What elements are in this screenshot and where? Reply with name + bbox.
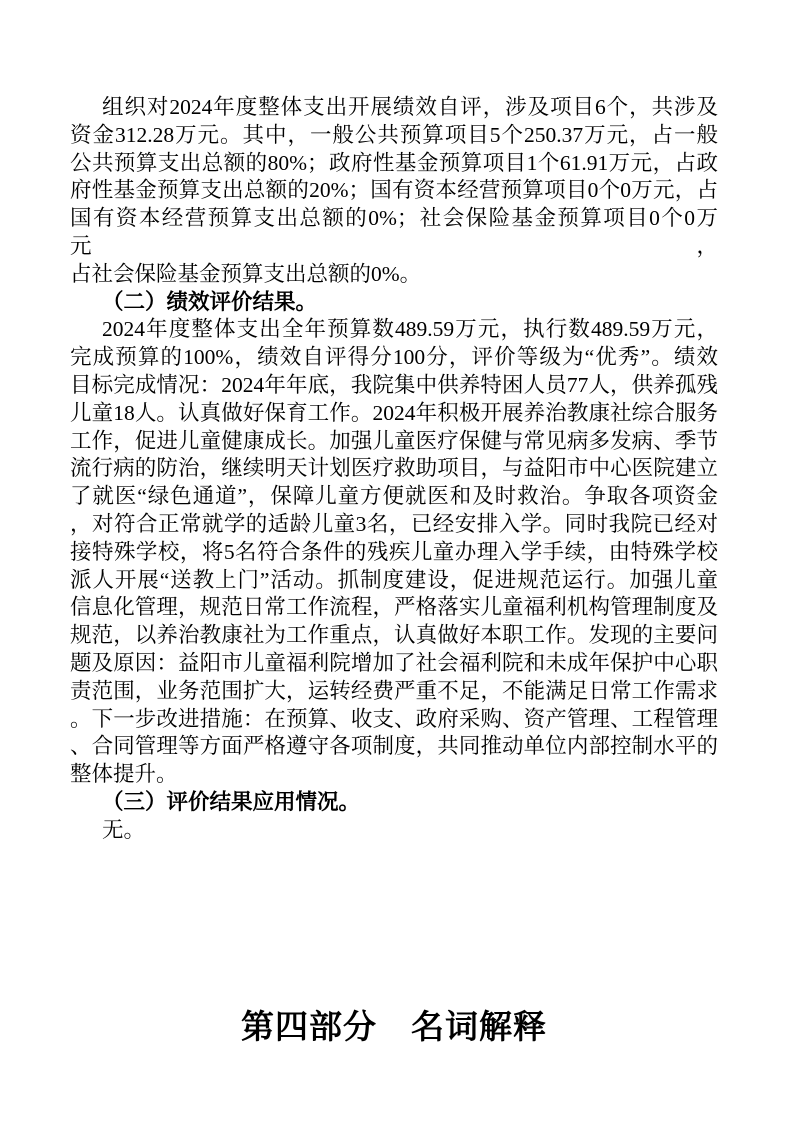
paragraph-self-evaluation-overview [70, 94, 718, 289]
text-line: 资金312.28万元。其中，一般公共预算项目5个250.37万元，占一般 [70, 122, 718, 147]
text-line: 题及原因：益阳市儿童福利院增加了社会福利院和未成年保护中心职 [70, 650, 718, 675]
text-line: 规范，以养治教康社为工作重点，认真做好本职工作。发现的主要问 [70, 623, 718, 648]
text-line: 完成预算的100%，绩效自评得分100分，评价等级为“优秀”。绩效 [70, 345, 718, 370]
heading-section-2-performance-results: （二）绩效评价结果。 [102, 289, 318, 314]
text-line: 府性基金预算支出总额的20%；国有资本经营预算项目0个0万元，占 [70, 178, 718, 203]
text-line: 。下一步改进措施：在预算、收支、政府采购、资产管理、工程管理 [70, 706, 718, 731]
text-line: 组织对2024年度整体支出开展绩效自评，涉及项目6个，共涉及 [102, 95, 718, 119]
text-line: 工作，促进儿童健康成长。加强儿童医疗保健与常见病多发病、季节 [70, 428, 718, 453]
text-line: 国有资本经营预算支出总额的0%；社会保险基金预算项目0个0万元， [70, 206, 718, 258]
text-line: 信息化管理，规范日常工作流程，严格落实儿童福利机构管理制度及 [70, 595, 718, 620]
text-line: 、合同管理等方面严格遵守各项制度，共同推动单位内部控制水平的 [70, 734, 718, 759]
heading-section-3-result-application: （三）评价结果应用情况。 [102, 789, 361, 814]
text-line: 2024年度整体支出全年预算数489.59万元，执行数489.59万元， [102, 317, 718, 342]
document-body [70, 94, 718, 1050]
paragraph-performance-evaluation-detail [70, 316, 718, 789]
paragraph-none [70, 817, 718, 845]
text-line: 责范围，业务范围扩大，运转经费严重不足，不能满足日常工作需求 [70, 678, 718, 703]
text-line: 派人开展“送教上门”活动。抓制度建设，促进规范运行。加强儿童 [70, 567, 718, 592]
text-line: 接特殊学校，将5名符合条件的残疾儿童办理入学手续，由特殊学校 [70, 539, 718, 564]
text-line: 无。 [102, 817, 146, 842]
text-line: 公共预算支出总额的80%；政府性基金预算项目1个61.91万元，占政 [70, 150, 718, 175]
text-line: 了就医“绿色通道”，保障儿童方便就医和及时救治。争取各项资金 [70, 484, 718, 509]
text-line: 流行病的防治，继续明天计划医疗救助项目，与益阳市中心医院建立 [70, 456, 718, 481]
text-line: 目标完成情况：2024年年底，我院集中供养特困人员77人，供养孤残 [70, 372, 718, 397]
text-line: ，对符合正常就学的适龄儿童3名，已经安排入学。同时我院已经对 [70, 511, 718, 536]
text-line: 儿童18人。认真做好保育工作。2024年积极开展养治教康社综合服务 [70, 400, 718, 425]
text-line: 占社会保险基金预算支出总额的0%。 [70, 261, 422, 286]
text-line: 整体提升。 [70, 762, 178, 787]
part-four-title: 第四部分 名词解释 [241, 1009, 547, 1046]
